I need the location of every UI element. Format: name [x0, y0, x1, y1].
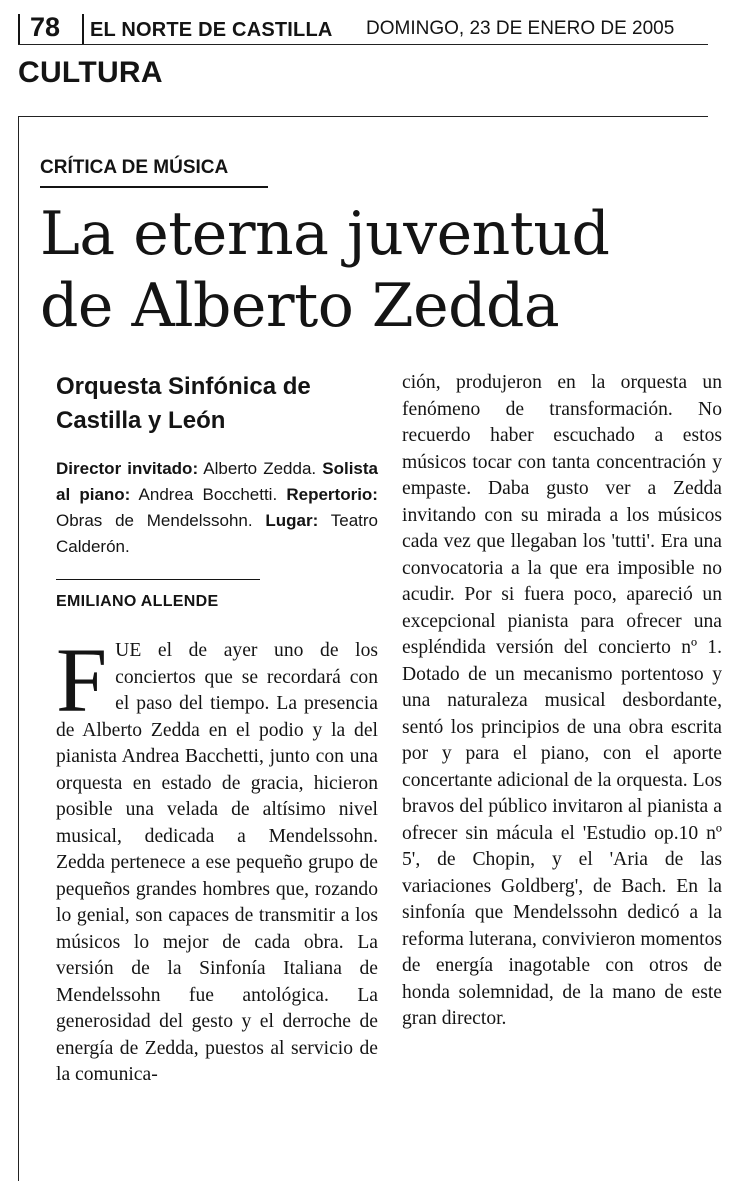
- publication-date: DOMINGO, 23 DE ENERO DE 2005: [366, 18, 675, 39]
- event-title-line-2: Castilla y León: [56, 407, 226, 434]
- section-rule: [18, 116, 708, 117]
- venue-label: Lugar:: [265, 511, 319, 530]
- author-rule: [56, 579, 260, 580]
- venue-value: Teatro Calderón.: [56, 511, 378, 556]
- page-number: 78: [30, 12, 61, 42]
- headline-line-2: de Alberto Zedda: [40, 271, 560, 341]
- soloist-name: Andrea Bocchetti.: [138, 485, 278, 504]
- section-title: CULTURA: [18, 56, 163, 89]
- header-separator: [82, 14, 84, 44]
- article-kicker: CRÍTICA DE MÚSICA: [40, 157, 229, 178]
- repertoire-label: Repertorio:: [286, 485, 378, 504]
- author-byline: EMILIANO ALLENDE: [56, 593, 219, 610]
- event-title: [56, 370, 376, 438]
- repertoire-value: Obras de Mendelssohn.: [56, 511, 253, 530]
- left-margin-rule: [18, 116, 19, 1181]
- kicker-underline: [40, 186, 268, 188]
- drop-cap: F: [56, 629, 108, 731]
- soloist-label: Solista al piano:: [56, 459, 378, 504]
- header-rule: [18, 44, 708, 45]
- article-body-column-2: [402, 370, 722, 1033]
- concert-credits: [56, 456, 378, 560]
- header-left-bar: [18, 14, 20, 44]
- headline-line-1: La eterna juventud: [40, 199, 610, 269]
- body-text-col-1: UE el de ayer uno de los conciertos que se recordará con el paso del tiempo. La presencia de Alberto Zedda en el podio y la del pianista Andrea Bacchetti, junto con una orquesta en estado de gracia, hicieron posible una velada de altísimo nivel musical, dedicada a Mendelssohn. Zedda pertenece a ese pequeño grupo de pequeños grandes hombres que, rozando lo genial, son capaces de transmitir a los músicos lo mejor de cada obra. La versión de la Sinfonía Italiana de Mendelssohn fue antológica. La generosidad del gesto y el derroche de energía de Zedda, puestos al servicio de la comunica-: [56, 640, 378, 1085]
- newspaper-name: EL NORTE DE CASTILLA: [90, 19, 333, 41]
- event-title-line-1: Orquesta Sinfónica de: [56, 373, 311, 400]
- director-label: Director invitado:: [56, 459, 199, 478]
- body-text-col-2: ción, produjeron en la orquesta un fenómeno de transformación. No recuerdo haber escuchado a estos músicos tocar con tanta concentración y empaste. Daba gusto ver a Zedda invitando con su mirada a los músicos cada vez que llegaban los 'tutti'. Era una convocatoria a la que era imposible no acudir. Por si fuera poco, apareció un excepcional pianista para ofrecer una espléndida versión del concierto nº 1. Dotado de un mecanismo portentoso y una naturaleza musical desbordante, sentó los principios de una obra escrita por y para el piano, con el aporte concertante adicional de la orquesta. Los bravos del público invitaron al pianista a ofrecer sin mácula el 'Estudio op.10 nº 5', de Chopin, y el 'Aria de las variaciones Goldberg', de Bach. En la sinfonía que Mendelssohn dedicó a la reforma luterana, convivieron momentos de energía inagotable con otros de honda solemnidad, de la mano de este gran director.: [402, 372, 722, 1029]
- director-name: Alberto Zedda.: [203, 459, 317, 478]
- article-body-column-1: [56, 629, 378, 1089]
- headline: [40, 198, 730, 342]
